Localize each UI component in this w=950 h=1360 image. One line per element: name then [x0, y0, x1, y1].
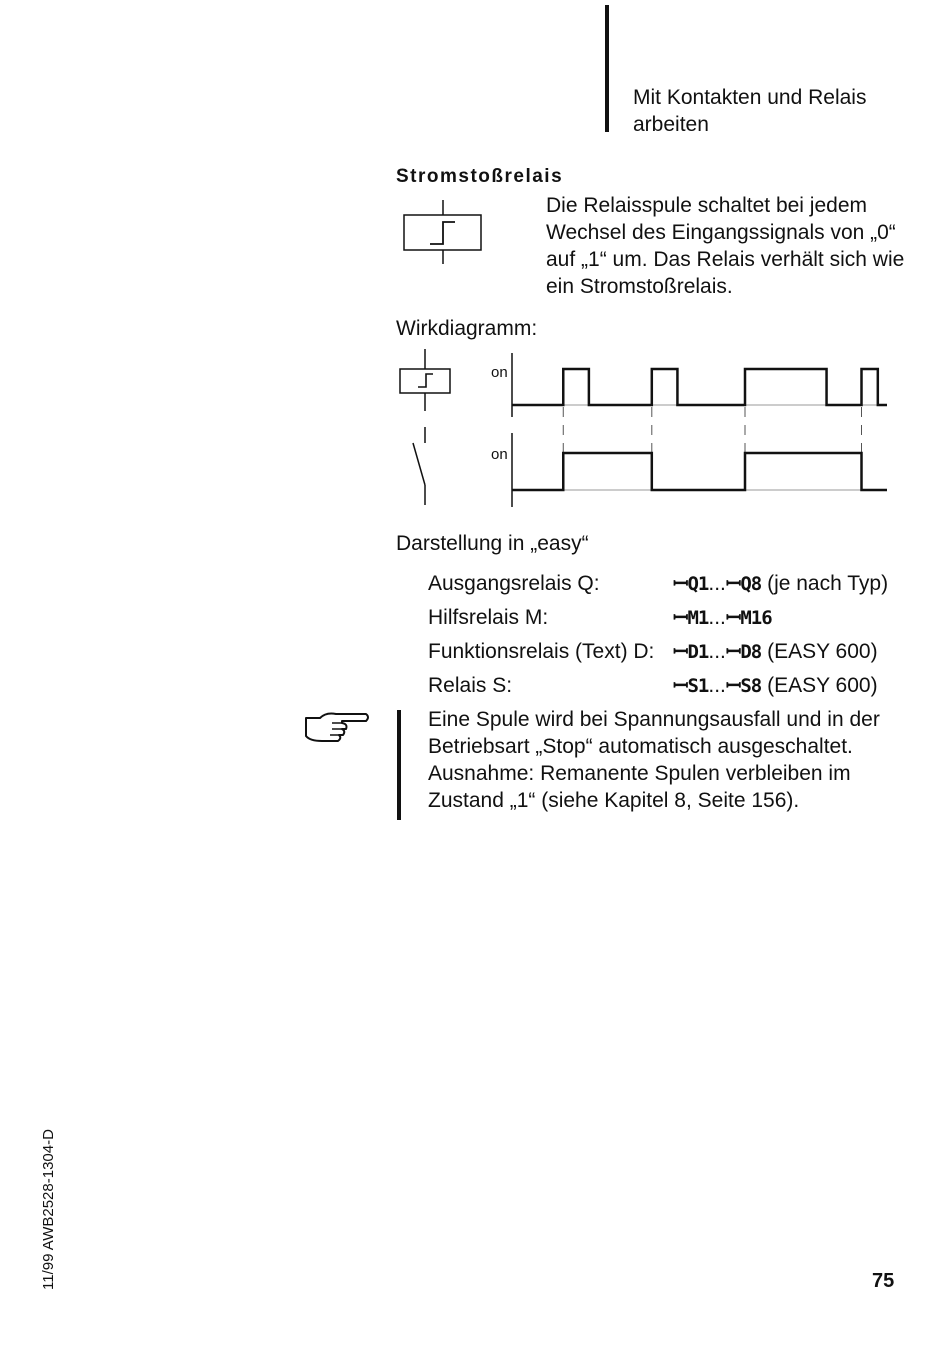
code-to: ꟷM16 — [725, 607, 772, 629]
coil-symbol-small — [400, 349, 450, 411]
code-to: ꟷD8 — [725, 641, 762, 663]
page-number: 75 — [872, 1270, 895, 1292]
section-title: Stromstoßrelais — [396, 166, 564, 187]
row-code — [673, 570, 888, 598]
document-code: 11/99 AWB2528-1304-D — [40, 1129, 57, 1290]
row-note: (EASY 600) — [767, 674, 878, 697]
row-label: Hilfsrelais M: — [428, 606, 549, 629]
representation-heading: Darstellung in „easy“ — [396, 532, 589, 555]
coil-signal — [512, 369, 887, 405]
code-separator: ... — [708, 606, 726, 629]
row-label: Funktionsrelais (Text) D: — [428, 640, 655, 663]
impulse-relay-coil-symbol — [400, 198, 490, 268]
section-description — [546, 192, 916, 300]
diagram-label: Wirkdiagramm: — [396, 317, 538, 340]
timing-diagram — [395, 345, 890, 515]
coil-on-label: on — [491, 364, 508, 381]
code-from: ꟷM1 — [673, 607, 709, 629]
code-from: ꟷD1 — [673, 641, 709, 663]
code-separator: ... — [708, 572, 726, 595]
description-text: Die Relaisspule schaltet bei jedem Wechsel des Eingangssignals von „0“ auf „1“ um. Das Relais verhält sich wie ein Stromstoßrelais. — [546, 194, 905, 298]
contact-symbol — [413, 427, 425, 505]
pointing-hand-icon — [302, 708, 372, 748]
row-code — [673, 672, 878, 700]
row-note: (EASY 600) — [767, 640, 878, 663]
row-label: Relais S: — [428, 674, 513, 697]
code-separator: ... — [708, 674, 726, 697]
transition-markers — [563, 407, 861, 453]
row-note: (je nach Typ) — [767, 572, 889, 595]
note-text: Eine Spule wird bei Spannungsausfall und in der Betriebsart „Stop“ automatisch ausgeschaltet. Ausnahme: Remanente Spulen verbleiben im Zustand „1“ (siehe Kapitel 8, Seite 156). — [428, 708, 880, 812]
code-to: ꟷQ8 — [725, 573, 762, 595]
code-to: ꟷS8 — [725, 675, 762, 697]
contact-signal — [512, 453, 887, 490]
chapter-title: Mit Kontakten und Relais arbeiten — [633, 86, 867, 136]
contact-on-label: on — [491, 446, 508, 463]
code-from: ꟷS1 — [673, 675, 709, 697]
row-code — [673, 638, 878, 666]
note-rule — [397, 710, 401, 820]
row-label: Ausgangsrelais Q: — [428, 572, 600, 595]
header-rule — [605, 5, 609, 132]
row-code — [673, 604, 772, 632]
code-from: ꟷQ1 — [673, 573, 709, 595]
code-separator: ... — [708, 640, 726, 663]
